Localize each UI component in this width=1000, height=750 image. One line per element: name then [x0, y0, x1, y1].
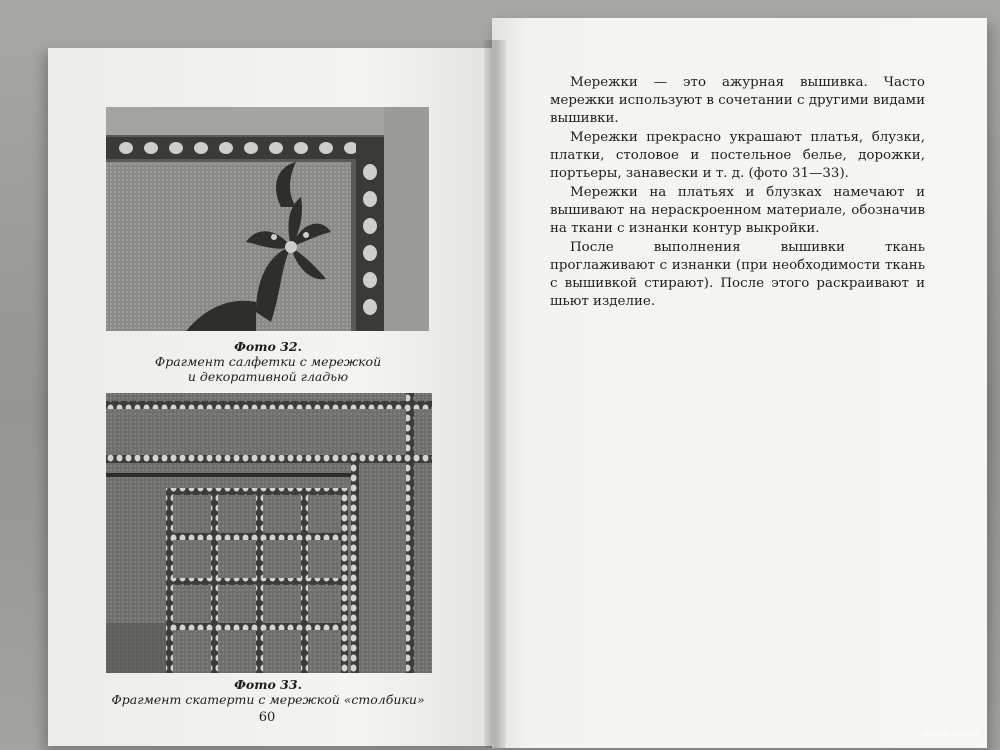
paragraph: После выполнения вышивки ткань проглаживают с изнанки (при необходимости ткань с вышивкой стирают). После этого раскраивают и шьют изделие.	[550, 240, 925, 309]
caption-photo-33	[98, 677, 438, 707]
paragraph: Мережки на платьях и блузках намечают и вышивают на нераскроенном материале, обозначив на ткани с изнанки контур выкройки.	[550, 185, 925, 236]
caption-line: Фрагмент скатерти с мережкой «столбики»	[111, 692, 425, 707]
caption-line: и декоративной гладью	[187, 369, 349, 384]
page-number: 60	[258, 710, 276, 725]
paragraph: Мережки прекрасно украшают платья, блузки, платки, столовое и постельное белье, дорожки, портьеры, занавески и т. д. (фото 31—33).	[550, 130, 925, 181]
caption-title: Фото 33.	[234, 677, 302, 692]
caption-line: Фрагмент салфетки с мережкой	[154, 354, 382, 369]
caption-title: Фото 32.	[234, 339, 302, 354]
book-spine	[484, 40, 506, 748]
paragraph: Мережки — это ажурная вышивка. Часто мережки используют в сочетании с другими видами вышивки.	[550, 75, 925, 126]
photo-napkin-fragment	[106, 107, 429, 331]
photo-tablecloth-fragment	[106, 393, 432, 673]
caption-photo-32	[98, 339, 438, 384]
body-text	[550, 74, 925, 312]
watermark: www.ay.by	[921, 727, 980, 740]
